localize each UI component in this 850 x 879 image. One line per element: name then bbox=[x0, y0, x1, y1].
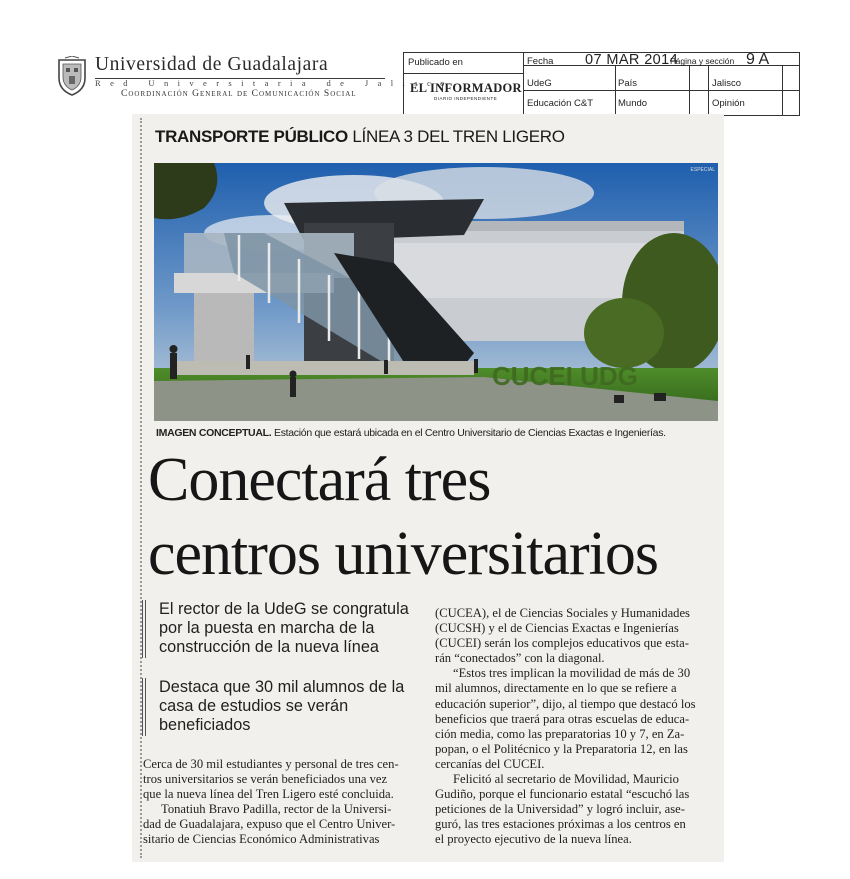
university-department: Coordinación General de Comunicación Social bbox=[121, 89, 357, 99]
date-label: Fecha bbox=[527, 56, 554, 67]
date-value: 07 MAR 2014 bbox=[585, 52, 679, 68]
category-jalisco: Jalisco bbox=[712, 78, 742, 89]
photo-caption bbox=[156, 427, 666, 439]
deck-1: El rector de la UdeG se congratula por la puesta en marcha de la construcción de la nueva línea bbox=[159, 600, 409, 656]
deck-2: Destaca que 30 mil alumnos de la casa de estudios se verán beneficiados bbox=[159, 678, 405, 734]
university-seal-icon bbox=[55, 56, 89, 96]
university-network: Red Universitaria de Jalisco bbox=[95, 78, 454, 88]
category-udeg: UdeG bbox=[527, 78, 552, 89]
page-section-value: 9 A bbox=[746, 51, 770, 68]
campus-sign: CUCEI UDG bbox=[492, 361, 638, 391]
section-header bbox=[155, 127, 565, 147]
perforation-edge bbox=[140, 118, 142, 858]
published-in-label: Publicado en bbox=[408, 57, 463, 68]
photo-credit: ESPECIAL bbox=[690, 167, 715, 173]
category-opinion: Opinión bbox=[712, 98, 745, 109]
deck-marker bbox=[142, 600, 150, 658]
conceptual-station-photo bbox=[154, 163, 718, 421]
article-column-1: Cerca de 30 mil estudiantes y personal de tres cen- tros universitarios se verán beneficiados una vez que la nueva línea del Tren Ligero esté concluida. Tonatiuh Bravo Padilla, rector de la Universi- dad de Guadalajara, expuso que el Centro Univer- sitario de Ciencias Económico Administrativas bbox=[143, 757, 399, 847]
article-column-2: (CUCEA), el de Ciencias Sociales y Humanidades (CUCSH) y el de Ciencias Exactas e Ingenierías (CUCEI) serán los complejos educativos que esta- rán “conectados” con la diagonal. “Estos tres implican la movilidad de más de 30 mil alumnos, directamente en lo que se refiere a educación superior”, dijo, al tiempo que destacó los beneficios que traerá para otras escuelas de educa- ción media, como las preparatorias 10 y 7, en Za- popan, o el Politécnico y la Preparatoria 12, en las cercanías del CUCEI. Felicitó al secretario de Movilidad, Mauricio Gudiño, porque el funcionario estatal “escuchó las peticiones de la Universidad” y logró incluir, ase- guró, las tres estaciones próximas a los centros en el proyecto ejecutivo de la nueva línea. bbox=[435, 606, 696, 847]
headline-line-1: Conectará tres bbox=[148, 446, 491, 514]
clipping-metadata-table bbox=[403, 52, 800, 116]
page-section-label: Página y sección bbox=[670, 56, 735, 66]
category-educacion: Educación C&T bbox=[527, 98, 594, 109]
caption-text: Estación que estará ubicada en el Centro Universitario de Ciencias Exactas e Ingenierías. bbox=[273, 427, 666, 439]
category-mundo: Mundo bbox=[618, 98, 648, 109]
headline-line-2: centros universitarios bbox=[148, 520, 659, 588]
newspaper-tagline: DIARIO INDEPENDIENTE bbox=[434, 96, 498, 101]
section-subtitle: LÍNEA 3 DEL TREN LIGERO bbox=[352, 127, 565, 146]
section-name: TRANSPORTE PÚBLICO bbox=[155, 127, 348, 146]
deck-marker bbox=[142, 678, 150, 736]
university-name: Universidad de Guadalajara bbox=[95, 54, 329, 75]
category-pais: País bbox=[618, 78, 638, 89]
newspaper-name: EL INFORMADOR bbox=[410, 81, 522, 95]
caption-label: IMAGEN CONCEPTUAL. bbox=[156, 427, 272, 439]
